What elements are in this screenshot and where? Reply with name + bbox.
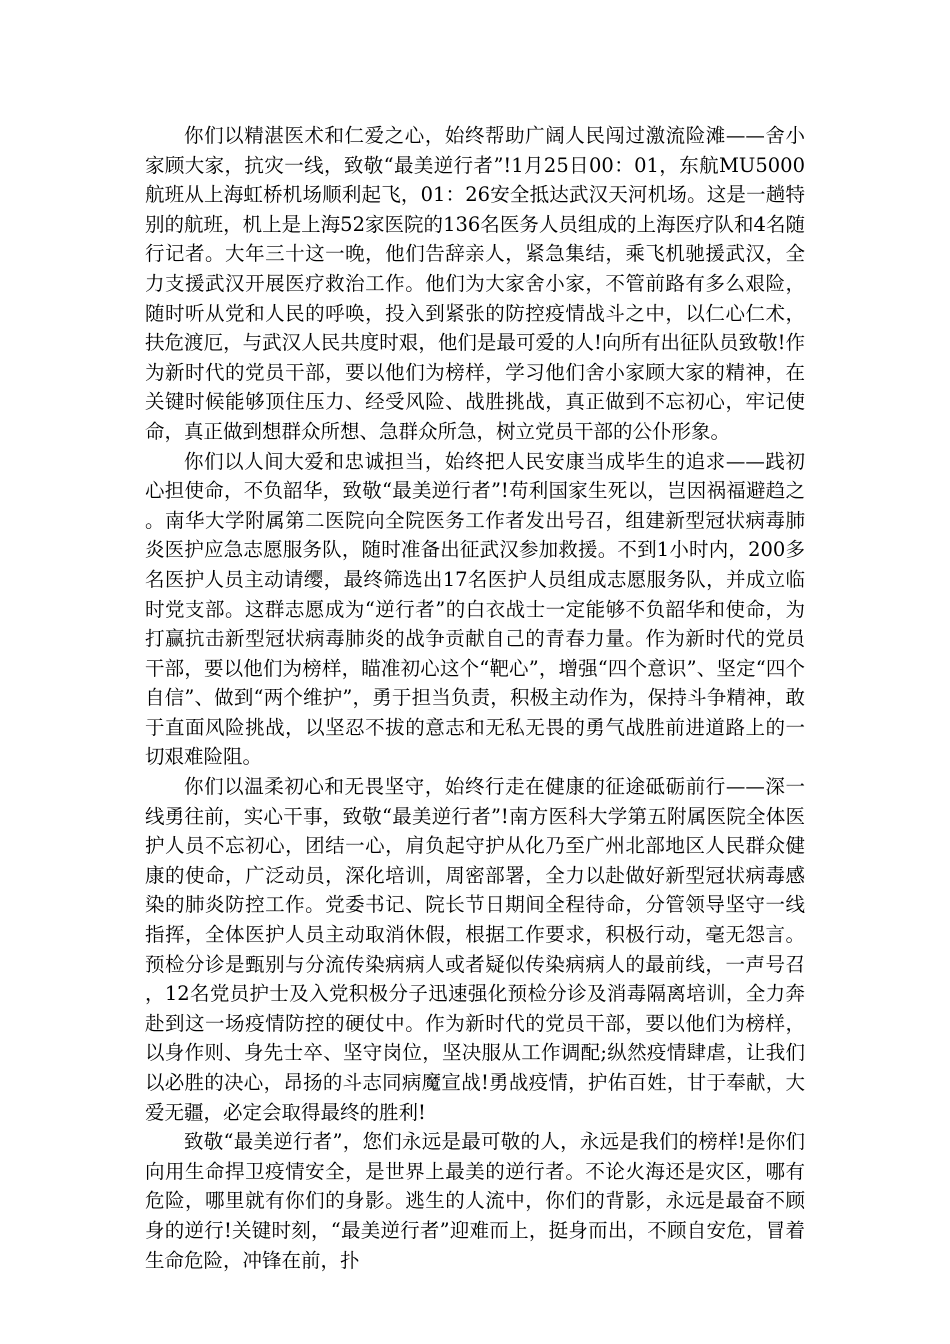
paragraph-2: 你们以人间大爱和忠诚担当，始终把人民安康当成毕生的追求——践初心担使命，不负韶华，致敬“最美逆行者”!苟利国家生死以，岂因祸福避趋之。南华大学附属第二医院向全院医务工作者发出号召，组建新型冠状病毒肺炎医护应急志愿服务队，随时准备出征武汉参加救援。不到1小时内，200多名医护人员主动请缨，最终筛选出17名医护人员组成志愿服务队，并成立临时党支部。这群志愿成为“逆行者”的白衣战士一定能够不负韶华和使命，为打赢抗击新型冠状病毒肺炎的战争贡献自己的青春力量。作为新时代的党员干部，要以他们为榜样，瞄准初心这个“靶心”，增强“四个意识”、坚定“四个自信”、做到“两个维护”，勇于担当负责，积极主动作为，保持斗争精神，敢于直面风险挑战，以坚忍不拔的意志和无私无畏的勇气战胜前进道路上的一切艰难险阻。 [145, 449, 805, 769]
document-body [145, 121, 805, 1275]
paragraph-4: 致敬“最美逆行者”，您们永远是最可敬的人，永远是我们的榜样!是你们向用生命捍卫疫情安全，是世界上最美的逆行者。不论火海还是灾区，哪有危险，哪里就有你们的身影。逃生的人流中，你们的背影，永远是最奋不顾身的逆行!关键时刻，“最美逆行者”迎难而上，挺身而出，不顾自安危，冒着生命危险，冲锋在前，扑 [145, 1130, 805, 1272]
paragraph-1: 你们以精湛医术和仁爱之心，始终帮助广阔人民闯过激流险滩——舍小家顾大家，抗灾一线，致敬“最美逆行者”!1月25日00：01，东航MU5000航班从上海虹桥机场顺利起飞，01：26安全抵达武汉天河机场。这是一趟特别的航班，机上是上海52家医院的136名医务人员组成的上海医疗队和4名随行记者。大年三十这一晚，他们告辞亲人，紧急集结，乘飞机驰援武汉，全力支援武汉开展医疗救治工作。他们为大家舍小家，不管前路有多么艰险，随时听从党和人民的呼唤，投入到紧张的防控疫情战斗之中，以仁心仁术，扶危渡厄，与武汉人民共度时艰，他们是最可爱的人!向所有出征队员致敬!作为新时代的党员干部，要以他们为榜样，学习他们舍小家顾大家的精神，在关键时候能够顶住压力、经受风险、战胜挑战，真正做到不忘初心，牢记使命，真正做到想群众所想、急群众所急，树立党员干部的公仆形象。 [145, 124, 805, 443]
paragraph-3: 你们以温柔初心和无畏坚守，始终行走在健康的征途砥砺前行——深一线勇往前，实心干事，致敬“最美逆行者”!南方医科大学第五附属医院全体医护人员不忘初心，团结一心，肩负起守护从化乃至广州北部地区人民群众健康的使命，广泛动员，深化培训，周密部署，全力以赴做好新型冠状病毒感染的肺炎防控工作。党委书记、院长节日期间全程待命，分管领导坚守一线指挥，全体医护人员主动取消休假，根据工作要求，积极行动，毫无怨言。预检分诊是甄别与分流传染病病人或者疑似传染病病人的最前线，一声号召，12名党员护士及入党积极分子迅速强化预检分诊及消毒隔离培训，全力奔赴到这一场疫情防控的硬仗中。作为新时代的党员干部，要以他们为榜样，以身作则、身先士卒、坚守岗位，坚决服从工作调配;纵然疫情肆虐，让我们以必胜的决心，昂扬的斗志同病魔宣战!勇战疫情，护佑百姓，甘于奉献，大爱无疆，必定会取得最终的胜利! [145, 775, 805, 1124]
